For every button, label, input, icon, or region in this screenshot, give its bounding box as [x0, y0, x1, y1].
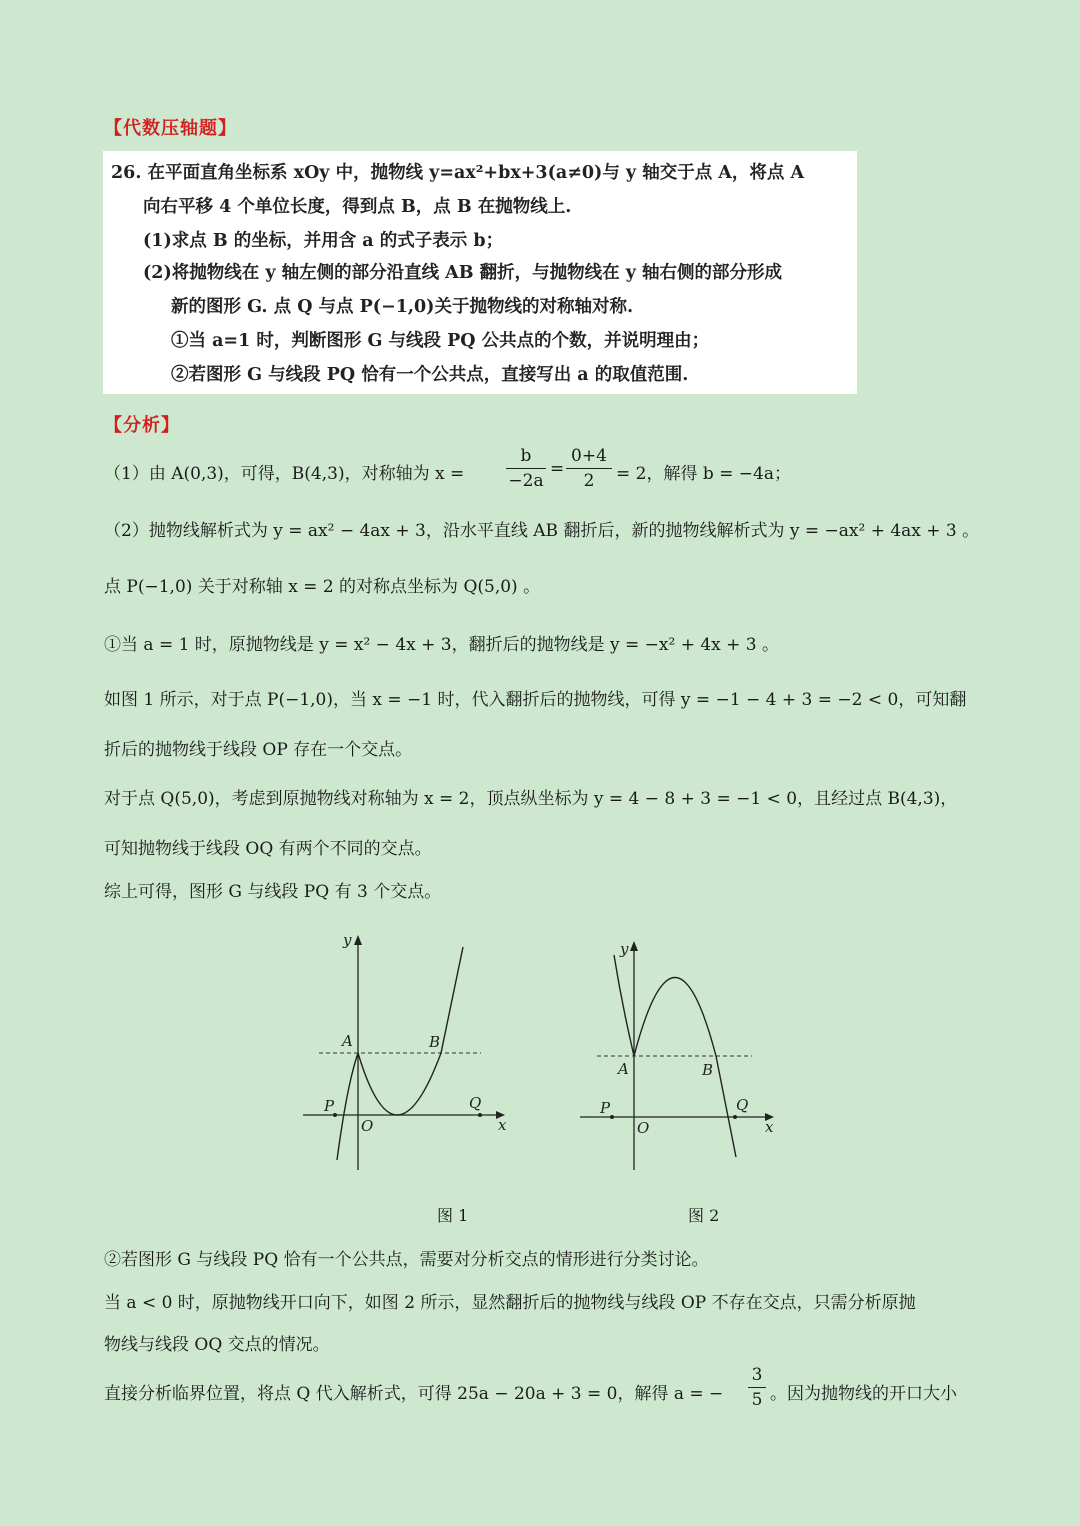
label-p: P: [324, 1097, 335, 1115]
point-q: [478, 1113, 482, 1117]
label-q: Q: [736, 1096, 749, 1114]
figure-1-caption: 图 1: [437, 1206, 469, 1225]
analysis-critical-text: 直接分析临界位置，将点 Q 代入解析式，可得 25a − 20a + 3 = 0，解得 a = −: [104, 1384, 724, 1404]
analysis-point-q-line2: 可知抛物线于线段 OQ 有两个不同的交点。: [104, 839, 432, 859]
label-y: y: [343, 931, 352, 949]
fraction-0plus4-over-2: [566, 446, 612, 491]
analysis-symmetric-point: 点 P(−1,0) 关于对称轴 x = 2 的对称点坐标为 Q(5,0) 。: [104, 577, 541, 597]
figure-2-graph: [572, 935, 787, 1180]
label-q: Q: [469, 1094, 482, 1112]
analysis-part1-text: （1）由 A(0,3)，可得，B(4,3)，对称轴为 x =: [104, 464, 465, 484]
equals-sign: =: [550, 459, 565, 479]
analysis-part2-text: （2）抛物线解析式为 y = ax² − 4ax + 3，沿水平直线 AB 翻折后，新的抛物线解析式为 y = −ax² + 4ax + 3 。: [104, 521, 980, 541]
figure-2-caption: 图 2: [688, 1206, 720, 1225]
analysis-a-negative-line2: 物线与线段 OQ 交点的情况。: [104, 1335, 330, 1355]
problem-line-7: ②若图形 G 与线段 PQ 恰有一个公共点，直接写出 a 的取值范围.: [171, 365, 689, 385]
point-p: [610, 1115, 614, 1119]
analysis-point-p-line1: 如图 1 所示，对于点 P(−1,0)，当 x = −1 时，代入翻折后的抛物线，可得 y = −1 − 4 + 3 = −2 < 0，可知翻: [104, 690, 967, 710]
figure-1-graph: [295, 925, 515, 1180]
y-axis-arrow: [354, 935, 362, 945]
problem-line-2: 向右平移 4 个单位长度，得到点 B，点 B 在抛物线上.: [143, 197, 572, 217]
label-b: B: [702, 1061, 714, 1079]
analysis-point-p-line2: 折后的抛物线于线段 OP 存在一个交点。: [104, 740, 413, 760]
fraction-numerator: b: [520, 446, 532, 466]
point-q: [733, 1115, 737, 1119]
section-title-algebra: 【代数压轴题】: [104, 118, 237, 139]
label-o: O: [361, 1117, 374, 1135]
folded-curve-left: [337, 1053, 358, 1160]
fraction-denominator: 2: [583, 471, 595, 491]
analysis-case-a1: ①当 a = 1 时，原抛物线是 y = x² − 4x + 3，翻折后的抛物线是 y = −x² + 4x + 3 。: [104, 635, 780, 655]
analysis-critical-tail: 。因为抛物线的开口大小: [770, 1384, 957, 1404]
label-a: A: [342, 1032, 353, 1050]
label-a: A: [618, 1060, 629, 1078]
problem-statement-box: [103, 151, 857, 394]
fraction-denominator: 5: [751, 1390, 763, 1410]
section-title-analysis: 【分析】: [104, 415, 180, 436]
problem-line-5: 新的图形 G. 点 Q 与点 P(−1,0)关于抛物线的对称轴对称.: [171, 297, 634, 317]
analysis-point-q-line1: 对于点 Q(5,0)，考虑到原抛物线对称轴为 x = 2，顶点纵坐标为 y = 4 − 8 + 3 = −1 < 0，且经过点 B(4,3)，: [104, 789, 958, 809]
problem-line-4: (2)将抛物线在 y 轴左侧的部分沿直线 AB 翻折，与抛物线在 y 轴右侧的部分形成: [143, 263, 782, 283]
problem-line-1: 26. 在平面直角坐标系 xOy 中，抛物线 y=ax²+bx+3(a≠0)与 y 轴交于点 A，将点 A: [111, 163, 805, 183]
label-y: y: [620, 940, 629, 958]
analysis-a-negative-line1: 当 a < 0 时，原抛物线开口向下，如图 2 所示，显然翻折后的抛物线与线段 OP 不存在交点，只需分析原抛: [104, 1293, 916, 1313]
analysis-conclusion: 综上可得，图形 G 与线段 PQ 有 3 个交点。: [104, 882, 442, 902]
fraction-b-over-neg2a: [506, 446, 546, 491]
parabola-right: [358, 947, 463, 1115]
problem-line-6: ①当 a=1 时，判断图形 G 与线段 PQ 公共点的个数，并说明理由；: [171, 331, 710, 351]
label-x: x: [765, 1118, 774, 1136]
label-b: B: [429, 1033, 441, 1051]
label-x: x: [498, 1116, 507, 1134]
fraction-denominator: −2a: [508, 471, 544, 491]
fraction-numerator: 0+4: [571, 446, 607, 466]
fraction-3-over-5: [748, 1365, 766, 1410]
label-p: P: [600, 1099, 611, 1117]
folded-curve-left: [614, 955, 634, 1056]
problem-line-3: (1)求点 B 的坐标，并用含 a 的式子表示 b；: [143, 231, 504, 251]
analysis-part1-result: = 2，解得 b = −4a；: [616, 464, 791, 484]
label-o: O: [637, 1119, 650, 1137]
fraction-numerator: 3: [751, 1365, 763, 1385]
analysis-case-one-point: ②若图形 G 与线段 PQ 恰有一个公共点，需要对分析交点的情形进行分类讨论。: [104, 1250, 709, 1270]
y-axis-arrow: [630, 941, 638, 951]
